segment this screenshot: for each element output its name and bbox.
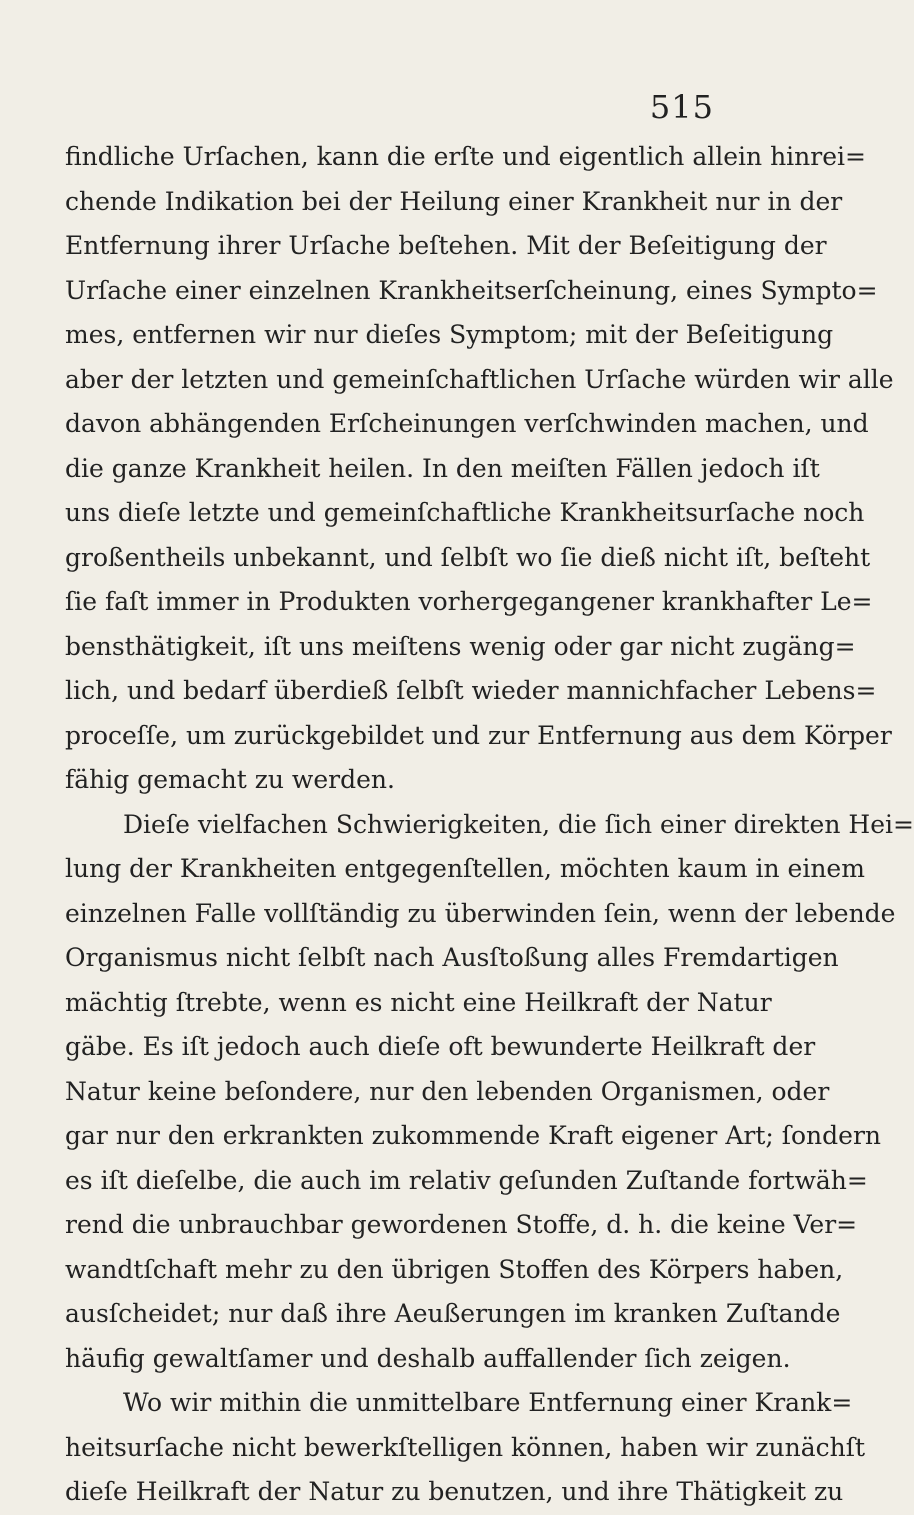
text-line: großentheils unbekannt, und ſelbſt wo ſie dieß nicht iſt, beſteht	[65, 542, 871, 572]
text-line: proceſſe, um zurückgebildet und zur Entfernung aus dem Körper	[65, 720, 892, 750]
text-line: ausſcheidet; nur daß ihre Aeußerungen im kranken Zuſtande	[65, 1299, 841, 1328]
text-line: bensthätigkeit, iſt uns meiſtens wenig oder gar nicht zugäng=	[65, 631, 856, 661]
text-line: gäbe. Es iſt jedoch auch dieſe oft bewunderte Heilkraft der	[65, 1032, 816, 1061]
text-line: wandtſchaft mehr zu den übrigen Stoffen des Körpers haben,	[65, 1254, 844, 1284]
text-line: gar nur den erkrankten zukommende Kraft eigener Art; ſondern	[65, 1121, 882, 1150]
text-line: lich, und bedarf überdieß ſelbſt wieder mannichfacher Lebens=	[65, 676, 877, 705]
text-line: mächtig ſtrebte, wenn es nicht eine Heilkraft der Natur	[65, 987, 772, 1017]
text-line: Dieſe vielfachen Schwierigkeiten, die ſich einer direkten Hei=	[123, 809, 914, 839]
text-line: häufig gewaltſamer und deshalb auffallender ſich zeigen.	[65, 1343, 791, 1373]
text-line: die ganze Krankheit heilen. In den meiſten Fällen jedoch iſt	[65, 453, 820, 483]
text-line: heitsurſache nicht bewerkſtelligen können, haben wir zunächſt	[65, 1432, 866, 1462]
text-line: dieſe Heilkraft der Natur zu benutzen, und ihre Thätigkeit zu	[65, 1477, 844, 1506]
page-number: 515	[649, 88, 714, 126]
text-line: davon abhängenden Erſcheinungen verſchwinden machen, und	[65, 409, 869, 438]
text-line: fähig gemacht zu werden.	[65, 765, 395, 794]
text-line: Organismus nicht ſelbſt nach Ausſtoßung alles Fremdartigen	[65, 943, 839, 972]
text-line: chende Indikation bei der Heilung einer Krankheit nur in der	[65, 186, 843, 216]
text-line: uns dieſe letzte und gemeinſchaftliche Krankheitsurſache noch	[65, 498, 865, 527]
text-line: rend die unbrauchbar gewordenen Stoffe, d. h. die keine Ver=	[65, 1210, 858, 1239]
text-line: lung der Krankheiten entgegenſtellen, möchten kaum in einem	[65, 854, 865, 883]
text-line: es iſt dieſelbe, die auch im relativ geſunden Zuſtande fortwäh=	[65, 1165, 868, 1195]
text-line: mes, entfernen wir nur dieſes Symptom; mit der Beſeitigung	[65, 320, 834, 349]
text-line: Urſache einer einzelnen Krankheitserſcheinung, eines Sympto=	[65, 275, 878, 305]
text-line: einzelnen Falle vollſtändig zu überwinden ſein, wenn der lebende	[65, 898, 896, 928]
text-line: Entfernung ihrer Urſache beſtehen. Mit der Beſeitigung der	[65, 231, 827, 260]
text-line: aber der letzten und gemeinſchaftlichen Urſache würden wir alle	[65, 364, 894, 394]
text-line: Natur keine beſondere, nur den lebenden Organismen, oder	[65, 1076, 830, 1106]
body-text	[65, 135, 914, 1515]
text-line: ſie faſt immer in Produkten vorhergegangener krankhafter Le=	[65, 587, 873, 616]
text-line: Wo wir mithin die unmittelbare Entfernung einer Krank=	[123, 1388, 853, 1417]
text-line: findliche Urſachen, kann die erſte und eigentlich allein hinrei=	[65, 142, 866, 171]
